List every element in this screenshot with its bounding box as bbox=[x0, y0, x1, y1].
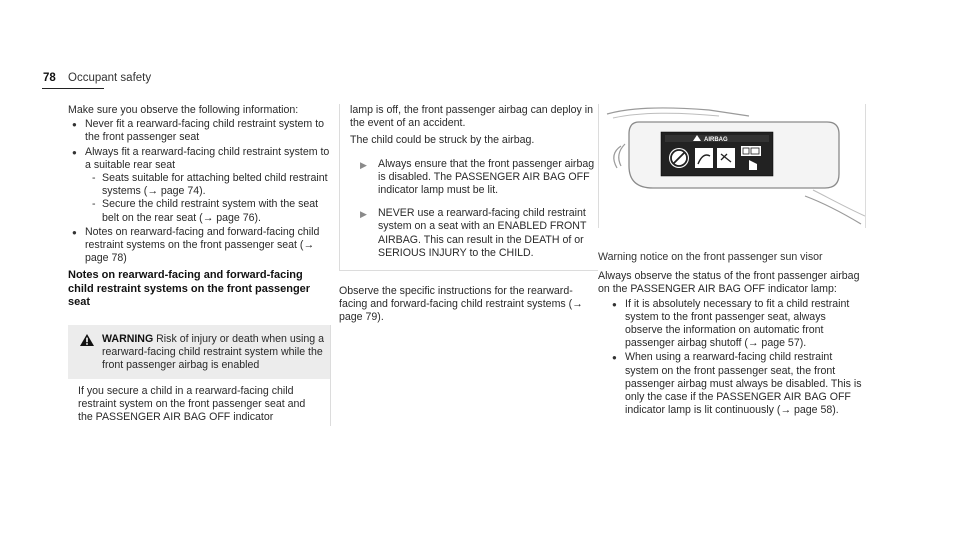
section-heading: Notes on rearward-facing and forward-facing child restraint systems on the front passenger seat bbox=[68, 269, 311, 308]
sub-list bbox=[85, 172, 330, 225]
warning-lead: Risk of injury or death when using a rearward-facing child restraint system while the front passenger airbag is enabled bbox=[102, 333, 324, 372]
image-caption: Warning notice on the front passenger sun visor bbox=[598, 251, 823, 263]
instruction-arrow-item: ▶ NEVER use a rearward-facing child restraint system on a seat with an ENABLED FRONT AIRBAG. This can result in the DEATH of or SERIOUS INJURY to the CHILD. bbox=[360, 207, 587, 259]
intro-text: Make sure you observe the following information: bbox=[68, 104, 299, 116]
observe-text[interactable]: Observe the specific instructions for the rearward-facing and forward-facing child restraint systems (→ page 79). bbox=[339, 285, 583, 324]
warning-body: If you secure a child in a rearward-facing child restraint system on the front passenger seat and the PASSENGER AIR BAG OFF indicator bbox=[78, 384, 306, 424]
warning-box bbox=[68, 325, 331, 426]
list-item[interactable]: ● Notes on rearward-facing and forward-facing child restraint systems on the front passenger seat (→ page 78) bbox=[68, 226, 330, 266]
sun-visor-image bbox=[598, 104, 866, 228]
continuation-text-2: The child could be struck by the airbag. bbox=[350, 134, 535, 147]
intro-text: Always observe the status of the front passenger airbag on the PASSENGER AIR BAG OFF indicator lamp: bbox=[598, 270, 860, 296]
column-middle bbox=[339, 104, 597, 325]
warning-title: WARNING bbox=[102, 333, 154, 346]
airbag-label: AIRBAG bbox=[704, 137, 728, 143]
column-right bbox=[598, 245, 866, 417]
list-item: ● Always fit a rearward-facing child restraint system to a suitable rear seat - Seats suitable for attaching belted child restraint systems (→ page 74). - Secure the child restraint system with the seat belt on the rear seat (→ page 76). bbox=[68, 146, 330, 225]
continuation-text: lamp is off, the front passenger airbag can deploy in the event of an accident. bbox=[350, 104, 594, 130]
play-arrow-icon: ▶ bbox=[360, 209, 367, 220]
list-item[interactable]: ● When using a rearward-facing child restraint system on the front passenger seat, the front passenger airbag must always be disabled. This is only the case if the PASSENGER AIR BAG OFF indicator lamp is lit continuously (→ page 58). bbox=[608, 351, 866, 417]
column-left bbox=[68, 104, 330, 426]
play-arrow-icon: ▶ bbox=[360, 159, 367, 170]
instruction-list bbox=[608, 298, 866, 418]
page-number: 78 bbox=[43, 72, 56, 84]
warning-continuation bbox=[339, 104, 598, 271]
instruction-list bbox=[68, 118, 330, 265]
sun-visor-illustration bbox=[599, 104, 865, 228]
sub-list-item[interactable]: - Seats suitable for attaching belted child restraint systems (→ page 74). bbox=[85, 172, 330, 198]
instruction-arrow-item: ▶ Always ensure that the front passenger airbag is disabled. The PASSENGER AIR BAG OFF indicator lamp must be lit. bbox=[360, 157, 595, 197]
section-title: Occupant safety bbox=[68, 72, 152, 84]
warning-triangle-icon bbox=[80, 334, 94, 346]
list-item[interactable]: ● If it is absolutely necessary to fit a child restraint system to the front passenger seat, always observe the information on automatic front passenger airbag shutoff (→ page 57). bbox=[608, 298, 866, 351]
header-rule bbox=[42, 88, 104, 89]
warning-header bbox=[68, 325, 330, 379]
sub-list-item[interactable]: - Secure the child restraint system with the seat belt on the rear seat (→ page 76). bbox=[85, 198, 330, 224]
list-item: ● Never fit a rearward-facing child restraint system to the front passenger seat bbox=[68, 118, 330, 144]
